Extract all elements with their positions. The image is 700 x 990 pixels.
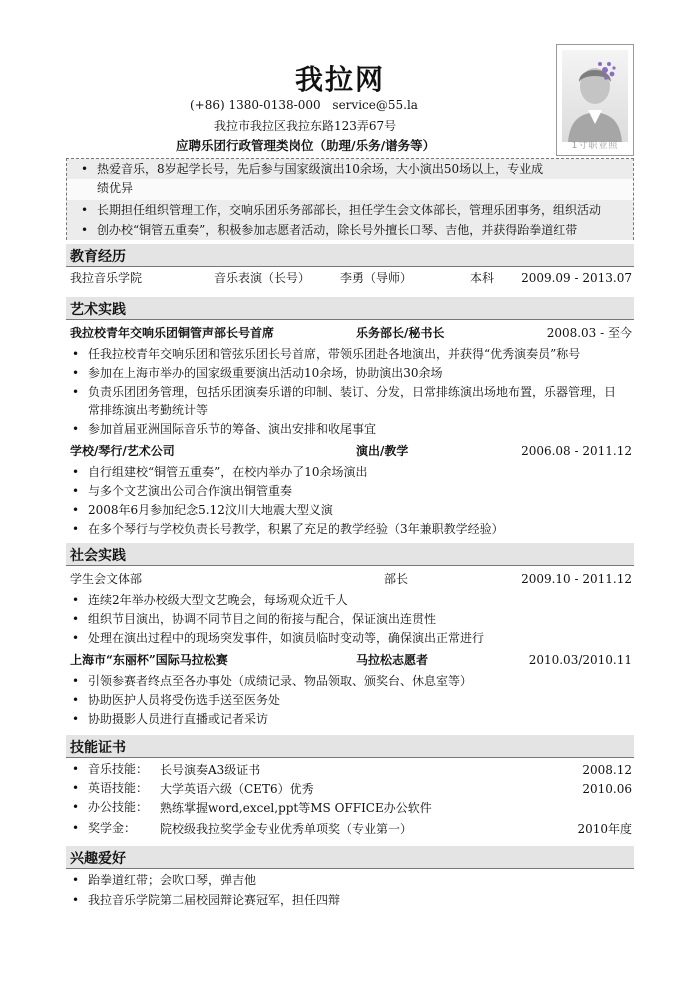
entry-role: 部长 bbox=[384, 572, 409, 586]
section-header-social: 社会实践 bbox=[66, 543, 634, 565]
section-header-hobbies: 兴趣爱好 bbox=[66, 846, 634, 868]
list-item: • 组织节目演出，协调不同节目之间的衔接与配合，保证演出连贯性 bbox=[72, 612, 437, 626]
entry-role: 演出/教学 bbox=[356, 444, 409, 458]
mentor: 李勇（导师） bbox=[340, 271, 413, 285]
entry-period: 2009.10 - 2011.12 bbox=[521, 572, 632, 586]
section-header-art: 艺术实践 bbox=[66, 297, 634, 319]
entry-period: 2006.08 - 2011.12 bbox=[521, 444, 632, 458]
entry-period: 2010.03/2010.11 bbox=[528, 653, 632, 667]
contact-line bbox=[190, 98, 426, 112]
summary-item: • 长期担任组织管理工作，交响乐团乐务部部长，担任学生会文体部长，管理乐团事务，组织活动 bbox=[81, 203, 602, 217]
entry-org: 学校/琴行/艺术公司 bbox=[70, 444, 175, 458]
skill-label: • 奖学金： bbox=[72, 821, 137, 835]
skill-value: 院校级我拉奖学金专业优秀单项奖（专业第一） bbox=[160, 822, 413, 836]
skill-value: 大学英语六级（CET6）优秀 bbox=[160, 782, 314, 796]
list-item: • 协助医护人员将受伤选手送至医务处 bbox=[72, 693, 281, 707]
section-header-skills: 技能证书 bbox=[66, 735, 634, 757]
skill-label: • 英语技能： bbox=[72, 781, 149, 795]
list-item: • 参加在上海市举办的国家级重要演出活动10余场，协助演出30余场 bbox=[72, 366, 443, 380]
list-item: • 在多个琴行与学校负责长号教学，积累了充足的教学经验（3年兼职教学经验） bbox=[72, 522, 504, 536]
skill-date: 2008.12 bbox=[582, 763, 632, 777]
list-item: • 自行组建校“铜管五重奏”，在校内举办了10余场演出 bbox=[72, 465, 368, 479]
hobby-item: • 我拉音乐学院第二届校园辩论赛冠军，担任四辩 bbox=[72, 893, 341, 907]
summary-item: • 创办校“铜管五重奏”，积极参加志愿者活动，除长号外擅长口琴、吉他，并获得跆拳道红带 bbox=[81, 223, 578, 237]
hobby-item: • 跆拳道红带；会吹口琴，弹吉他 bbox=[72, 873, 257, 887]
list-item: • 协助摄影人员进行直播或记者采访 bbox=[72, 712, 269, 726]
skill-label: • 音乐技能： bbox=[72, 762, 149, 776]
entry-period: 2008.03 - 至今 bbox=[546, 326, 632, 340]
skill-date: 2010.06 bbox=[582, 782, 632, 796]
candidate-name: 我拉网 bbox=[294, 63, 385, 96]
list-item: • 与多个文艺演出公司合作演出铜管重奏 bbox=[72, 484, 293, 498]
list-item: • 参加首届亚洲国际音乐节的筹备、演出安排和收尾事宜 bbox=[72, 422, 377, 436]
skill-date: 2010年度 bbox=[577, 822, 632, 836]
list-item: • 负责乐团团务管理，包括乐团演奏乐谱的印制、装订、分发，日常排练演出场地布置，乐器管理，日 bbox=[72, 385, 617, 399]
entry-role: 乐务部长/秘书长 bbox=[356, 326, 445, 340]
email-address: service@55.la bbox=[332, 98, 418, 112]
photo-caption: 1寸职业照 bbox=[571, 141, 619, 151]
entry-org: 我拉校青年交响乐团铜管声部长号首席 bbox=[70, 326, 275, 340]
major: 音乐表演（长号） bbox=[214, 271, 311, 285]
entry-org: 上海市“东丽杯”国际马拉松赛 bbox=[70, 653, 228, 667]
phone-number: (+86) 1380-0138-000 bbox=[190, 98, 321, 112]
list-item: • 引领参赛者终点至各办事处（成绩记录、物品领取、颁奖台、休息室等） bbox=[72, 674, 473, 688]
list-item: • 任我拉校青年交响乐团和管弦乐团长号首席，带领乐团赴各地演出，并获得“优秀演奏员”称号 bbox=[72, 347, 581, 361]
skill-label: • 办公技能： bbox=[72, 800, 149, 814]
list-item: • 处理在演出过程中的现场突发事件，如演员临时变动等，确保演出正常进行 bbox=[72, 631, 485, 645]
list-item: • 连续2年举办校级大型文艺晚会，每场观众近千人 bbox=[72, 593, 348, 607]
list-item: • 2008年6月参加纪念5.12汶川大地震大型义演 bbox=[72, 503, 333, 517]
list-item-cont: 常排练演出考勤统计等 bbox=[88, 403, 209, 417]
summary-item-cont: 绩优异 bbox=[97, 181, 134, 195]
skill-value: 长号演奏A3级证书 bbox=[160, 763, 261, 777]
person-silhouette-icon bbox=[562, 50, 628, 142]
profile-photo bbox=[556, 44, 634, 156]
entry-role: 马拉松志愿者 bbox=[356, 653, 429, 667]
summary-box bbox=[66, 158, 634, 240]
home-address: 我拉市我拉区我拉东路123弄67号 bbox=[214, 119, 397, 133]
skill-value: 熟练掌握word,excel,ppt等MS OFFICE办公软件 bbox=[160, 801, 432, 815]
section-header-education: 教育经历 bbox=[66, 244, 634, 266]
summary-item: • 热爱音乐，8岁起学长号，先后参与国家级演出10余场，大小演出50场以上，专业成 bbox=[81, 162, 544, 176]
job-objective: 应聘乐团行政管理类岗位（助理/乐务/谱务等） bbox=[176, 138, 436, 153]
school-name: 我拉音乐学院 bbox=[70, 271, 143, 285]
entry-org: 学生会文体部 bbox=[70, 572, 143, 586]
degree: 本科 bbox=[470, 271, 495, 285]
education-period: 2009.09 - 2013.07 bbox=[521, 271, 632, 285]
